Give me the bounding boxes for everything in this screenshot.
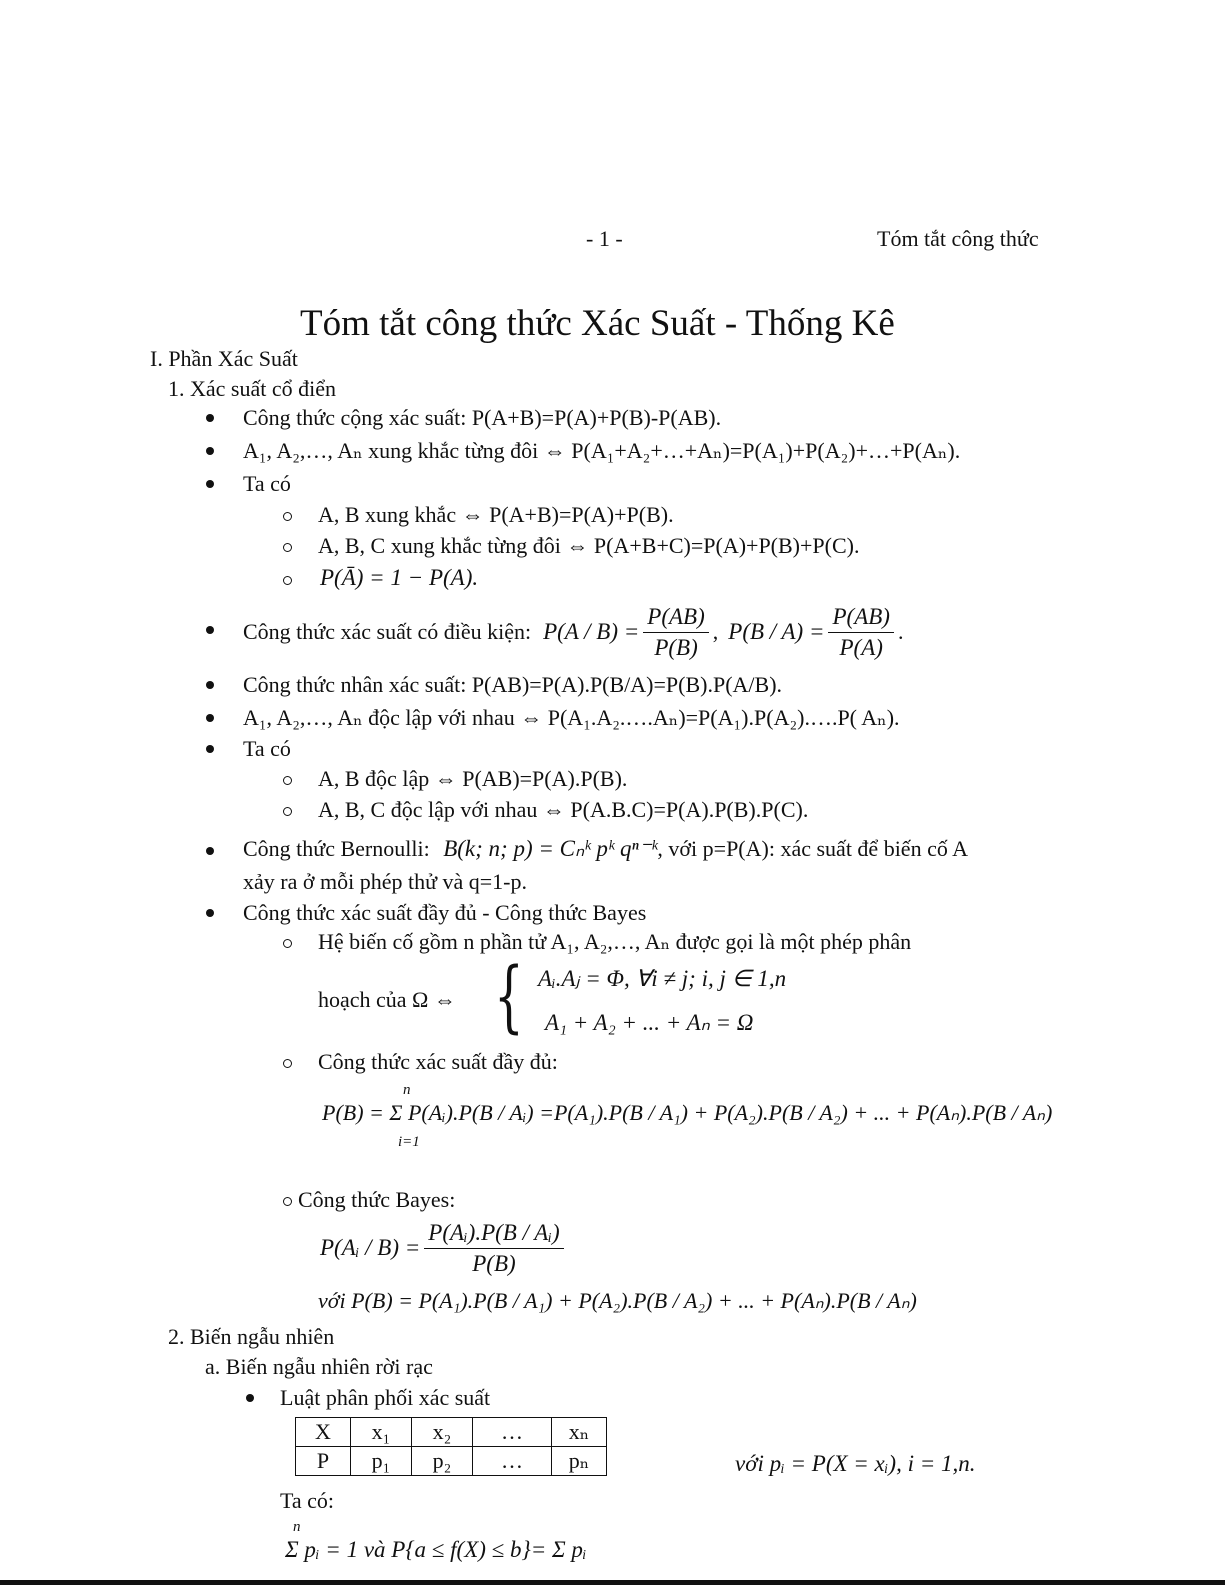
- document-title: Tóm tắt công thức Xác Suất - Thống Kê: [300, 303, 895, 344]
- bayes-label: Công thức Bayes:: [298, 1187, 456, 1212]
- distribution-table: [295, 1417, 607, 1476]
- circle-bullet-icon: [283, 939, 292, 948]
- bernoulli-label: Công thức Bernoulli:: [243, 836, 430, 861]
- bullet-icon: [206, 745, 214, 753]
- bayes-lhs: P(Aᵢ / B) =: [320, 1235, 421, 1260]
- fraction-numerator: P(AB): [828, 604, 893, 633]
- conditional-probability: [243, 600, 903, 664]
- table-cell: p₂: [412, 1447, 473, 1476]
- fraction-denominator: P(B): [654, 634, 698, 660]
- independent-abc: A, B, C độc lập với nhau ⇔ P(A.B.C)=P(A).P(B).P(C).: [318, 797, 809, 822]
- circle-bullet-icon: [283, 1197, 292, 1206]
- left-brace-icon: {: [494, 952, 524, 1042]
- bullet-icon: [206, 414, 214, 422]
- exclusive-ab: A, B xung khắc ⇔ P(A+B)=P(A)+P(B).: [318, 502, 674, 527]
- conditional-separator: ,: [712, 619, 719, 644]
- table-note: với pᵢ = P(X = xᵢ), i = 1,n.: [735, 1451, 976, 1476]
- table-row: [296, 1447, 607, 1476]
- bayes-with-formula: với P(B) = P(A₁).P(B / A₁) + P(A₂).P(B / A₂) + ... + P(Aₙ).P(B / Aₙ): [318, 1288, 917, 1313]
- independence-rule: A₁, A₂,…, Aₙ độc lập với nhau ⇔ P(A₁.A₂.….Aₙ)=P(A₁).P(A₂).….P( Aₙ).: [243, 705, 900, 730]
- table-cell: xₙ: [552, 1418, 607, 1447]
- table-cell: x₂: [412, 1418, 473, 1447]
- fraction-numerator: P(Aᵢ).P(B / Aᵢ): [424, 1220, 563, 1249]
- mutually-exclusive-rule: A₁, A₂,…, Aₙ xung khắc từng đôi ⇔ P(A₁+A₂+…+Aₙ)=P(A₁)+P(A₂)+…+P(Aₙ).: [243, 438, 961, 463]
- table-cell: x₁: [351, 1418, 412, 1447]
- total-bayes-heading: Công thức xác suất đầy đủ - Công thức Bayes: [243, 900, 647, 925]
- partition-condition-1: Aᵢ.Aⱼ = Φ, ∀i ≠ j; i, j ∈ 1,n: [538, 966, 787, 991]
- table-row: [296, 1418, 607, 1447]
- circle-bullet-icon: [283, 576, 292, 585]
- sum-lower-limit: i=1: [398, 1134, 420, 1150]
- fraction-denominator: P(B): [472, 1250, 516, 1276]
- addition-rule: Công thức cộng xác suất: P(A+B)=P(A)+P(B)-P(AB).: [243, 405, 722, 430]
- circle-bullet-icon: [283, 1059, 292, 1068]
- bullet-icon: [206, 480, 214, 488]
- multiplication-rule: Công thức nhân xác suất: P(AB)=P(A).P(B/A)=P(B).P(A/B).: [243, 672, 783, 697]
- bayes-formula: [320, 1216, 568, 1280]
- ta-co-label: Ta có: [243, 471, 291, 496]
- conditional-fraction-2: [828, 604, 893, 661]
- total-probability-formula: P(B) = Σ P(Aᵢ).P(B / Aᵢ) =P(A₁).P(B / A₁) + P(A₂).P(B / A₂) + ... + P(Aₙ).P(B / Aₙ): [322, 1100, 1053, 1125]
- ta-co-label: Ta có: [243, 736, 291, 761]
- bullet-icon: [206, 847, 214, 855]
- bullet-icon: [206, 714, 214, 722]
- total-probability-label: Công thức xác suất đầy đủ:: [318, 1049, 558, 1074]
- table-cell: p₁: [351, 1447, 412, 1476]
- partition-label: hoạch của Ω ⇔: [318, 987, 456, 1012]
- conditional-end: .: [897, 619, 904, 644]
- ta-co-label: Ta có:: [280, 1488, 335, 1513]
- circle-bullet-icon: [283, 776, 292, 785]
- complement-formula: P(Ā) = 1 − P(A).: [320, 565, 479, 590]
- sum-probability-formula: Σ pᵢ = 1 và P{a ≤ f(X) ≤ b}= Σ pᵢ: [285, 1537, 587, 1562]
- table-cell: …: [473, 1418, 552, 1447]
- table-cell: pₙ: [552, 1447, 607, 1476]
- bullet-icon: [246, 1394, 254, 1402]
- section-heading-probability: I. Phần Xác Suất: [150, 346, 298, 371]
- subsection-random-variable: 2. Biến ngẫu nhiên: [168, 1324, 335, 1349]
- bullet-icon: [206, 447, 214, 455]
- bernoulli-explanation: xảy ra ở mỗi phép thử và q=1-p.: [243, 869, 528, 894]
- conditional-fraction-1: [643, 604, 708, 661]
- bernoulli-formula-line: [243, 836, 968, 862]
- subsection-discrete-random-variable: a. Biến ngẫu nhiên rời rạc: [205, 1354, 433, 1379]
- page-bottom-edge: [0, 1580, 1225, 1585]
- table-cell: P: [296, 1447, 351, 1476]
- partition-definition: Hệ biến cố gồm n phần tử A₁, A₂,…, Aₙ được gọi là một phép phân: [318, 929, 912, 954]
- bayes-fraction: [424, 1220, 563, 1277]
- distribution-law-label: Luật phân phối xác suất: [280, 1385, 491, 1410]
- sum-upper-limit: n: [403, 1082, 411, 1098]
- table-cell: X: [296, 1418, 351, 1447]
- conditional-label: Công thức xác suất có điều kiện:: [243, 619, 532, 644]
- conditional-lhs-2: P(B / A) =: [728, 619, 825, 644]
- fraction-denominator: P(A): [839, 634, 883, 660]
- exclusive-abc: A, B, C xung khắc từng đôi ⇔ P(A+B+C)=P(A)+P(B)+P(C).: [318, 533, 860, 558]
- bernoulli-formula: B(k; n; p) = Cₙᵏ pᵏ qⁿ⁻ᵏ: [443, 836, 658, 861]
- bullet-icon: [206, 626, 214, 634]
- conditional-lhs-1: P(A / B) =: [543, 619, 640, 644]
- circle-bullet-icon: [283, 512, 292, 521]
- bullet-icon: [206, 909, 214, 917]
- fraction-numerator: P(AB): [643, 604, 708, 633]
- circle-bullet-icon: [283, 807, 292, 816]
- partition-condition-2: A₁ + A₂ + ... + Aₙ = Ω: [545, 1010, 754, 1035]
- table-cell: …: [473, 1447, 552, 1476]
- bernoulli-tail: , với p=P(A): xác suất để biến cố A: [657, 836, 969, 861]
- subsection-classical-probability: 1. Xác suất cổ điển: [168, 376, 336, 401]
- running-title: Tóm tắt công thức: [877, 226, 1039, 251]
- circle-bullet-icon: [283, 543, 292, 552]
- independent-ab: A, B độc lập ⇔ P(AB)=P(A).P(B).: [318, 766, 628, 791]
- bullet-icon: [206, 681, 214, 689]
- page-number: - 1 -: [586, 226, 623, 251]
- sum-upper-limit: n: [293, 1519, 301, 1535]
